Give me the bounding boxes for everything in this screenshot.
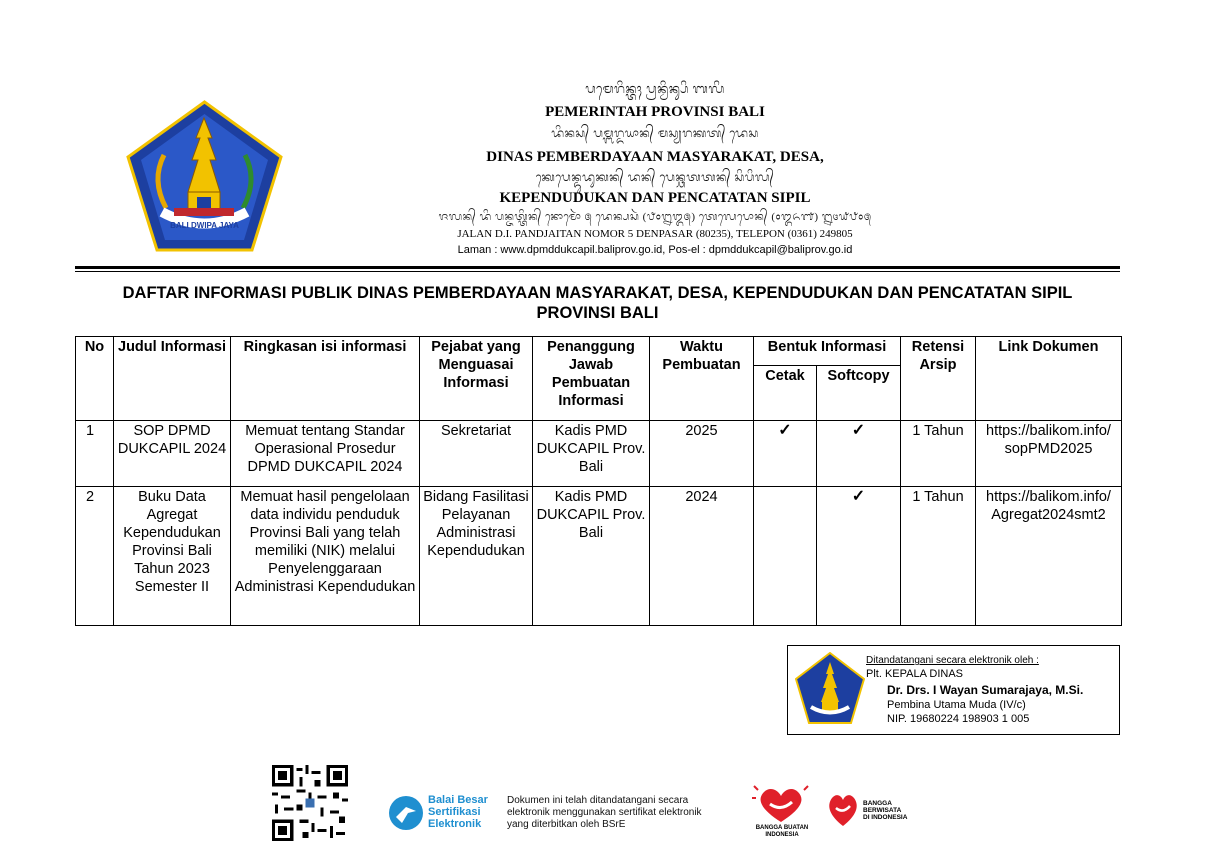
header-bentuk-informasi: Bentuk Informasi	[754, 337, 901, 366]
bali-province-logo-small	[795, 652, 865, 724]
cell-link[interactable]: https://balikom.info/ Agregat2024smt2	[976, 487, 1122, 626]
cell-pejabat: Bidang Fasilitasi Pelayanan Administrasi Kependudukan	[420, 487, 533, 626]
header-softcopy: Softcopy	[817, 366, 901, 421]
signatory-nip: NIP. 19680224 198903 1 005	[887, 713, 1030, 725]
cell-penanggung-jawab: Kadis PMD DUKCAPIL Prov. Bali	[533, 487, 650, 626]
cell-ringkasan: Memuat tentang Standar Operasional Prosedur DPMD DUKCAPIL 2024	[231, 421, 420, 487]
bbi-text-line: BANGGA BUATAN	[755, 825, 809, 831]
cell-retensi: 1 Tahun	[901, 421, 976, 487]
cell-no: 2	[76, 487, 114, 626]
department-name-line-1: DINAS PEMBERDAYAAN MASYARAKAT, DESA,	[486, 149, 824, 165]
signatory-rank: Pembina Utama Muda (IV/c)	[887, 699, 1026, 711]
document-title-line-2: PROVINSI BALI	[536, 304, 659, 322]
cell-cetak-check: ✓	[754, 421, 817, 487]
balinese-script-line: ᬤᬶᬦᬲ᭄ ᬧᬫ᭄ᬩᬭ᭄ᬤᬬᬵᬦ᭄ ᬫᬲ᭄ᬬᬭᬓᬢ᭄ ᬤᬾᬲ	[551, 126, 759, 140]
bsre-note-line: elektronik menggunakan sertifikat elektronik	[507, 807, 702, 818]
cell-no: 1	[76, 421, 114, 487]
letterhead-divider-thick	[75, 266, 1120, 269]
document-title-line-1: DAFTAR INFORMASI PUBLIK DINAS PEMBERDAYAAN MASYARAKAT, DESA, KEPENDUDUKAN DAN PENCATATAN SIPIL	[122, 284, 1073, 302]
public-information-table	[75, 336, 1122, 626]
letterhead-divider-thin	[75, 271, 1120, 272]
header-no: No	[76, 337, 114, 421]
header-waktu: Waktu Pembuatan	[650, 337, 754, 421]
cell-judul: SOP DPMD DUKCAPIL 2024	[114, 421, 231, 487]
bangga-buatan-indonesia-text	[752, 825, 812, 839]
bbi-text-line: INDONESIA	[765, 832, 799, 838]
balinese-script-line: ᬓᬾᬧᬾᬦ᭄ᬤᬸᬤᬸᬓᬦ᭄ ᬤᬦ᭄ ᬧᬾᬦ᭄ᬘᬢᬢᬦ᭄ ᬲᬶᬧᬶᬮ᭄	[535, 170, 775, 184]
cell-ringkasan: Memuat hasil pengelolaan data individu penduduk Provinsi Bali yang telah memiliki (NIK) melalui Penyelenggaraan Administrasi Kependudukan	[231, 487, 420, 626]
header-judul: Judul Informasi	[114, 337, 231, 421]
bsre-note-line: Dokumen ini telah ditandatangani secara	[507, 795, 689, 806]
website-email: Laman : www.dpmddukcapil.baliprov.go.id, Pos-el : dpmddukcapil@baliprov.go.id	[457, 244, 853, 256]
bsre-name-line: Balai Besar	[428, 794, 488, 806]
header-link: Link Dokumen	[976, 337, 1122, 421]
table-row	[76, 421, 1122, 487]
signatory-role: Plt. KEPALA DINAS	[866, 668, 964, 680]
cell-softcopy-check: ✓	[817, 487, 901, 626]
bangga-berwisata-text	[863, 800, 907, 821]
signatory-name: Dr. Drs. I Wayan Sumarajaya, M.Si.	[887, 683, 1084, 697]
balinese-script-address: ᬚᬮᬦ᭄ ᬤᬶ ᬧᬦ᭄ᬚᬢ᭄ᬢᬶᬦ᭄ ᬦᭀᬫᭀᬃ ᭕ ᬤᬾᬦ᭄ᬧᬲᬃ (᭘᭐᭒᭓᭕) ᬢᬾᬮᬾᬧᭀᬦ᭄ (᭐᭓᭖᭑) ᭒᭔᭙᭘᭐᭕	[438, 211, 872, 223]
balinese-script-line: ᬧᬫᬾᬭᬶᬦ᭄ᬢᬄ ᬧ᭄ᬭᬦ᭄ᬯᬶᬦ᭄ᬲᬶ ᬩᬮᬶ	[585, 81, 725, 96]
bsre-logo	[388, 795, 424, 831]
header-pejabat: Pejabat yang Menguasai Informasi	[420, 337, 533, 421]
office-address: JALAN D.I. PANDJAITAN NOMOR 5 DENPASAR (80235), TELEPON (0361) 249805	[457, 228, 853, 240]
header-penanggung-jawab: Penanggung Jawab Pembuatan Informasi	[533, 337, 650, 421]
cell-softcopy-check: ✓	[817, 421, 901, 487]
cell-pejabat: Sekretariat	[420, 421, 533, 487]
bsre-name-line: Elektronik	[428, 818, 482, 830]
table-row	[76, 487, 1122, 626]
bangga-berwisata-heart-icon	[826, 788, 860, 828]
bsre-certification-note	[507, 795, 702, 831]
cell-waktu: 2025	[650, 421, 754, 487]
bangga-buatan-indonesia-heart-icon	[752, 784, 810, 824]
signature-note: Ditandatangani secara elektronik oleh :	[866, 655, 1039, 666]
bali-province-logo	[126, 100, 283, 252]
cell-cetak-check	[754, 487, 817, 626]
cell-waktu: 2024	[650, 487, 754, 626]
header-cetak: Cetak	[754, 366, 817, 421]
government-name: PEMERINTAH PROVINSI BALI	[545, 104, 765, 120]
cell-judul: Buku Data Agregat Kependudukan Provinsi Bali Tahun 2023 Semester II	[114, 487, 231, 626]
logo-motto: BALI DWIPA JAYA	[170, 221, 239, 230]
bsre-name	[428, 794, 488, 830]
bbwi-text-line: BERWISATA	[863, 807, 902, 814]
cell-penanggung-jawab: Kadis PMD DUKCAPIL Prov. Bali	[533, 421, 650, 487]
department-name-line-2: KEPENDUDUKAN DAN PENCATATAN SIPIL	[499, 190, 811, 206]
bsre-note-line: yang diterbitkan oleh BSrE	[507, 819, 626, 830]
header-retensi: Retensi Arsip	[901, 337, 976, 421]
cell-retensi: 1 Tahun	[901, 487, 976, 626]
cell-link[interactable]: https://balikom.info/ sopPMD2025	[976, 421, 1122, 487]
bbwi-text-line: BANGGA	[863, 800, 892, 807]
document-title	[75, 283, 1120, 323]
header-ringkasan: Ringkasan isi informasi	[231, 337, 420, 421]
bbwi-text-line: DI INDONESIA	[863, 814, 908, 821]
qr-code	[272, 765, 348, 841]
bsre-name-line: Sertifikasi	[428, 806, 481, 818]
